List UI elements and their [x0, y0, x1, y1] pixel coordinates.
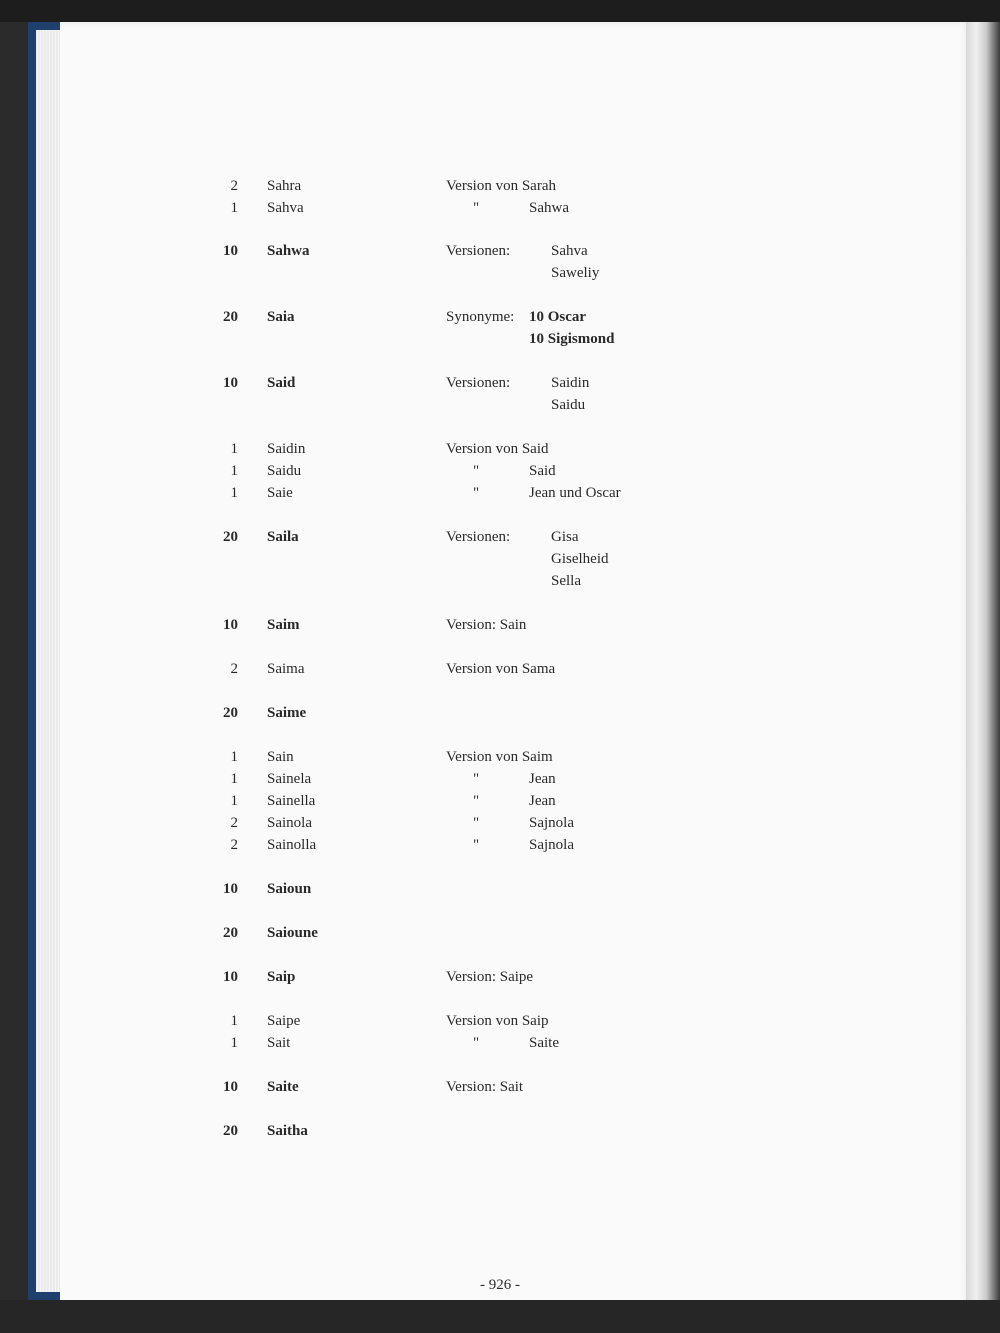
entry-description: "	[473, 815, 480, 831]
entry-description: "	[473, 463, 480, 479]
entry-description: Version von Said	[446, 441, 549, 457]
entry-name: Saime	[267, 705, 307, 721]
entry-description: "	[473, 1035, 480, 1051]
entry-reference: Sajnola	[529, 837, 574, 853]
entry-reference: Jean	[529, 793, 556, 809]
entry-reference: Saweliy	[551, 265, 600, 281]
entry-description: Version von Sama	[446, 661, 556, 677]
entry-name: Sainella	[267, 793, 316, 809]
entry-description: Versionen:	[446, 243, 511, 259]
entry-count: 2	[230, 661, 238, 677]
entry-count: 20	[223, 1123, 238, 1139]
page-edges-right	[966, 22, 1000, 1333]
entry-description: Versionen:	[446, 529, 511, 545]
entry-count: 10	[223, 881, 238, 897]
entry-count: 1	[230, 771, 238, 787]
entry-reference: 10 Sigismond	[529, 331, 615, 347]
entry-name: Saila	[267, 529, 299, 545]
entry-description: Version von Saim	[446, 749, 553, 765]
entry-count: 10	[223, 617, 238, 633]
entry-reference: Saite	[529, 1035, 559, 1051]
entry-name: Sahva	[267, 200, 304, 216]
entry-count: 20	[223, 529, 238, 545]
entry-count: 2	[230, 837, 238, 853]
entry-count: 2	[230, 815, 238, 831]
entry-count: 10	[223, 243, 238, 259]
bottom-background	[0, 1300, 1000, 1333]
entry-name: Sahra	[267, 178, 302, 194]
entry-name: Saipe	[267, 1013, 301, 1029]
entry-name: Sahwa	[267, 243, 310, 259]
entry-description: "	[473, 485, 480, 501]
entry-reference: Sahwa	[529, 200, 569, 216]
entry-name: Said	[267, 375, 296, 391]
entry-count: 10	[223, 1079, 238, 1095]
entry-reference: Saidin	[551, 375, 590, 391]
entry-name: Saim	[267, 617, 300, 633]
entry-reference: 10 Oscar	[529, 309, 587, 325]
entry-name: Saie	[267, 485, 293, 501]
entry-name: Saioune	[267, 925, 318, 941]
entry-reference: Sella	[551, 573, 581, 589]
entry-reference: Sajnola	[529, 815, 574, 831]
entry-description: Version von Sarah	[446, 178, 556, 194]
entry-name: Sait	[267, 1035, 291, 1051]
entry-description: Version: Sait	[446, 1079, 524, 1095]
entry-description: Version: Sain	[446, 617, 527, 633]
entry-name: Saidu	[267, 463, 302, 479]
entry-reference: Gisa	[551, 529, 579, 545]
entry-count: 1	[230, 485, 238, 501]
entry-count: 1	[230, 463, 238, 479]
entry-count: 1	[230, 441, 238, 457]
entry-count: 1	[230, 200, 238, 216]
entry-reference: Sahva	[551, 243, 588, 259]
entry-description: Version: Saipe	[446, 969, 534, 985]
entry-reference: Jean	[529, 771, 556, 787]
entry-count: 10	[223, 375, 238, 391]
entry-name: Sainolla	[267, 837, 317, 853]
entry-count: 20	[223, 925, 238, 941]
entry-reference: Jean und Oscar	[529, 485, 621, 501]
entry-name: Sain	[267, 749, 294, 765]
entry-name: Sainola	[267, 815, 312, 831]
entry-count: 2	[230, 178, 238, 194]
entry-name: Saitha	[267, 1123, 308, 1139]
entry-count: 10	[223, 969, 238, 985]
entry-description: "	[473, 837, 480, 853]
top-background	[0, 0, 1000, 22]
entry-name: Saite	[267, 1079, 299, 1095]
entry-name: Saima	[267, 661, 305, 677]
entry-description: "	[473, 771, 480, 787]
entry-count: 1	[230, 1035, 238, 1051]
page-number: - 926 -	[480, 1277, 520, 1293]
entry-name: Saia	[267, 309, 295, 325]
entry-reference: Saidu	[551, 397, 586, 413]
entry-description: "	[473, 793, 480, 809]
entry-description: Version von Saip	[446, 1013, 549, 1029]
entry-count: 1	[230, 793, 238, 809]
entry-name: Saidin	[267, 441, 306, 457]
entry-description: Versionen:	[446, 375, 511, 391]
entry-count: 20	[223, 309, 238, 325]
entry-reference: Giselheid	[551, 551, 609, 567]
entry-reference: Said	[529, 463, 556, 479]
entry-description: "	[473, 200, 480, 216]
entry-name: Saip	[267, 969, 296, 985]
entry-name: Saioun	[267, 881, 312, 897]
entry-count: 20	[223, 705, 238, 721]
entry-count: 1	[230, 1013, 238, 1029]
entry-count: 1	[230, 749, 238, 765]
entry-name: Sainela	[267, 771, 312, 787]
entry-description: Synonyme:	[446, 309, 515, 325]
